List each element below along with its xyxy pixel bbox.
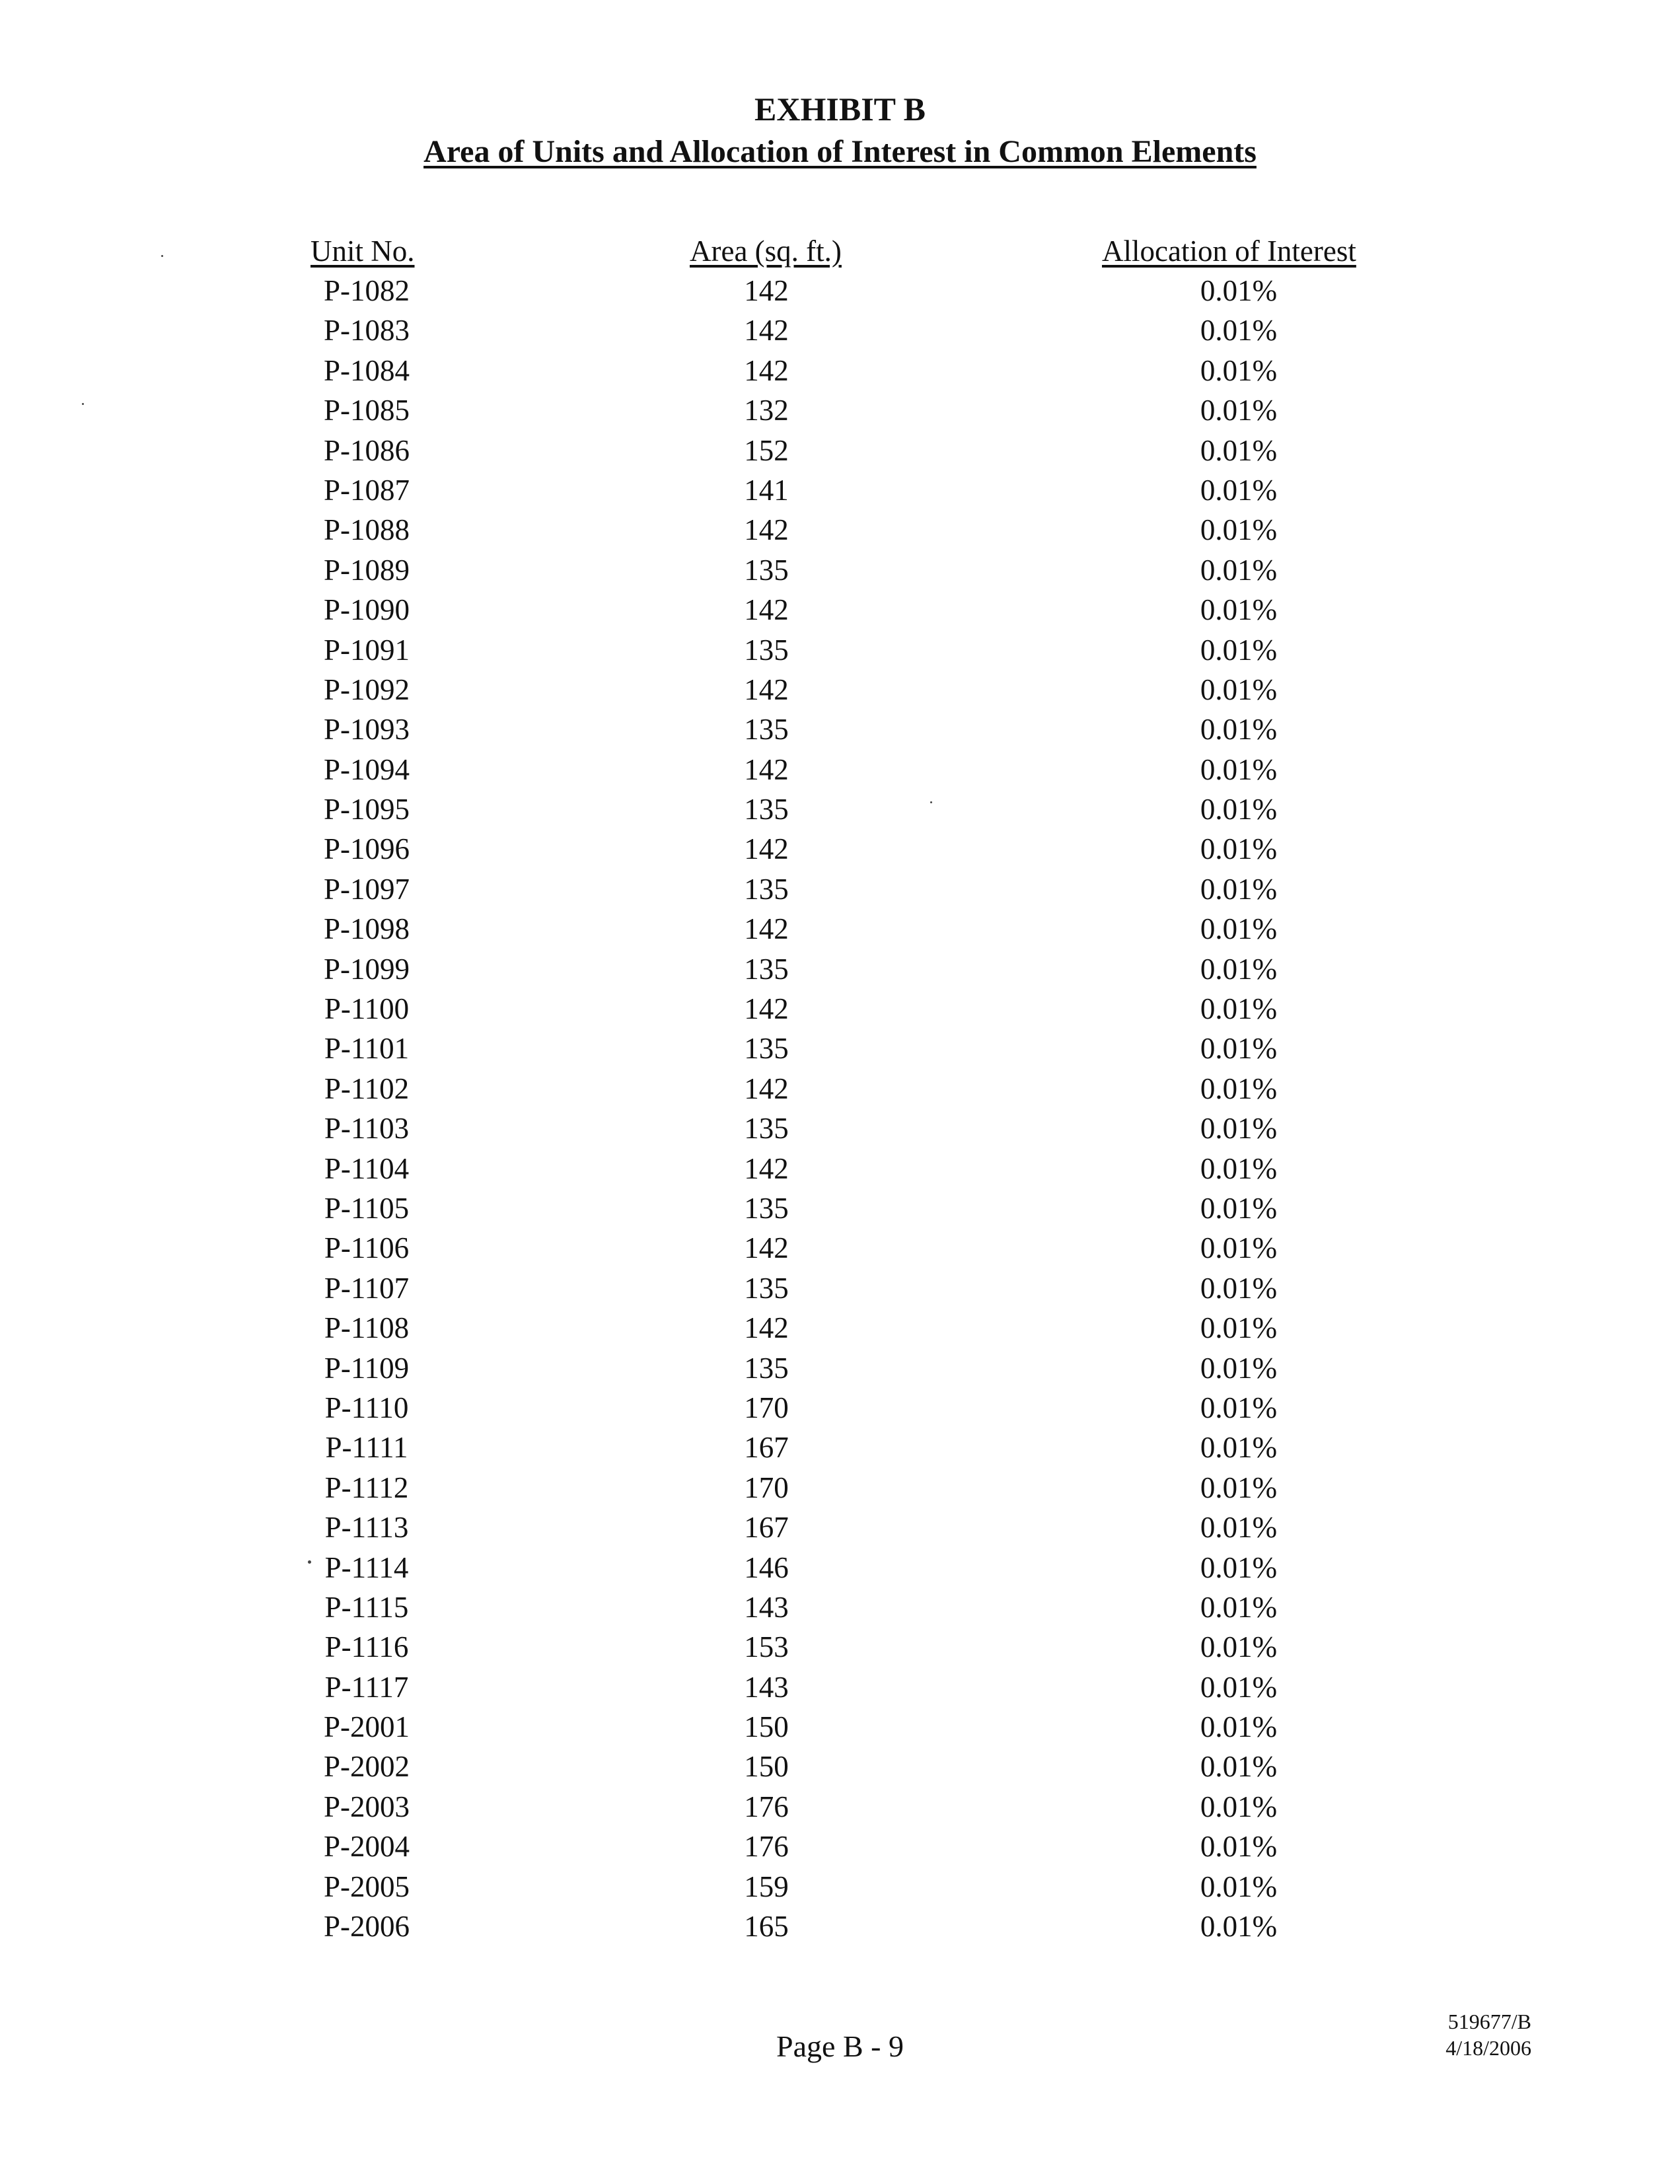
unit-cell: P-1102 — [324, 1072, 410, 1105]
allocation-cell: 0.01% — [1200, 473, 1278, 507]
allocation-cell: 0.01% — [1200, 1311, 1278, 1345]
column-header-unit: Unit No. — [310, 235, 415, 268]
area-cell: 167 — [744, 1431, 789, 1465]
area-cell: 159 — [744, 1870, 789, 1903]
allocation-cell: 0.01% — [1200, 433, 1278, 467]
allocation-cell: 0.01% — [1200, 1750, 1278, 1784]
unit-cell: P-1095 — [323, 793, 410, 826]
area-cell: 135 — [744, 952, 789, 986]
unit-cell: P-1094 — [323, 752, 410, 786]
area-cell: 142 — [744, 314, 789, 347]
table-row — [0, 431, 1680, 470]
area-cell: 135 — [744, 1191, 789, 1225]
allocation-cell: 0.01% — [1200, 1830, 1278, 1864]
unit-cell: P-2003 — [323, 1790, 410, 1823]
document-number: 519677/B — [1447, 2010, 1531, 2033]
area-cell: 152 — [744, 433, 789, 467]
area-cell: 150 — [744, 1750, 789, 1784]
allocation-cell: 0.01% — [1200, 1790, 1278, 1823]
table-row — [0, 869, 1680, 909]
allocation-cell: 0.01% — [1200, 353, 1278, 387]
area-cell: 150 — [744, 1710, 789, 1744]
area-cell: 142 — [744, 752, 789, 786]
unit-cell: P-1101 — [324, 1032, 410, 1066]
allocation-cell: 0.01% — [1200, 1391, 1278, 1424]
allocation-cell: 0.01% — [1200, 1151, 1278, 1185]
allocation-cell: 0.01% — [1200, 1231, 1278, 1265]
table-row — [0, 710, 1680, 749]
unit-cell: P-1116 — [324, 1630, 409, 1664]
table-row — [0, 1268, 1680, 1308]
unit-cell: P-1090 — [323, 593, 410, 627]
allocation-cell: 0.01% — [1200, 593, 1278, 627]
allocation-cell: 0.01% — [1200, 1191, 1278, 1225]
unit-cell: P-1114 — [324, 1550, 409, 1584]
allocation-cell: 0.01% — [1200, 1550, 1278, 1584]
allocation-cell: 0.01% — [1200, 1471, 1278, 1504]
unit-cell: P-1117 — [324, 1670, 409, 1704]
area-cell: 167 — [744, 1511, 789, 1545]
unit-cell: P-1083 — [323, 314, 410, 347]
unit-cell: P-1096 — [323, 832, 410, 866]
column-header-area: Area (sq. ft.) — [690, 235, 842, 268]
unit-cell: P-1086 — [323, 433, 410, 467]
table-row — [0, 1468, 1680, 1508]
table-row — [0, 390, 1680, 430]
table-row — [0, 1348, 1680, 1388]
unit-cell: P-1106 — [324, 1231, 410, 1265]
allocation-cell: 0.01% — [1200, 1870, 1278, 1903]
unit-cell: P-1100 — [324, 992, 410, 1026]
area-cell: 135 — [744, 1112, 789, 1146]
unit-cell: P-2005 — [323, 1870, 410, 1903]
table-row — [0, 1548, 1680, 1587]
area-cell: 142 — [744, 593, 789, 627]
area-cell: 135 — [744, 1032, 789, 1066]
table-row — [0, 1388, 1680, 1428]
allocation-cell: 0.01% — [1200, 1112, 1278, 1146]
allocation-cell: 0.01% — [1200, 832, 1278, 866]
table-row — [0, 510, 1680, 550]
table-row — [0, 1188, 1680, 1228]
table-row — [0, 1109, 1680, 1148]
table-row — [0, 1587, 1680, 1627]
area-cell: 142 — [744, 274, 789, 307]
area-cell: 176 — [744, 1790, 789, 1823]
area-cell: 142 — [744, 1072, 789, 1105]
unit-cell: P-1108 — [324, 1311, 410, 1345]
table-row — [0, 750, 1680, 789]
table-row — [0, 1707, 1680, 1747]
table-row — [0, 789, 1680, 829]
allocation-cell: 0.01% — [1200, 314, 1278, 347]
unit-cell: P-1088 — [323, 513, 410, 547]
table-row — [0, 909, 1680, 949]
table-row — [0, 1149, 1680, 1188]
area-cell: 142 — [744, 1231, 789, 1265]
table-row — [0, 1827, 1680, 1866]
allocation-cell: 0.01% — [1200, 274, 1278, 307]
allocation-cell: 0.01% — [1200, 394, 1278, 427]
document-reference — [1445, 2008, 1531, 2061]
area-cell: 132 — [744, 394, 789, 427]
unit-cell: P-1099 — [323, 952, 410, 986]
scan-speck — [161, 255, 163, 257]
area-cell: 142 — [744, 1311, 789, 1345]
unit-cell: P-1092 — [323, 673, 410, 706]
unit-cell: P-1098 — [323, 912, 410, 946]
table-row — [0, 630, 1680, 670]
allocation-cell: 0.01% — [1200, 553, 1278, 587]
allocation-cell: 0.01% — [1200, 1710, 1278, 1744]
unit-cell: P-1091 — [323, 633, 410, 667]
allocation-cell: 0.01% — [1200, 992, 1278, 1026]
area-cell: 135 — [744, 633, 789, 667]
unit-cell: P-1113 — [324, 1511, 409, 1545]
area-cell: 135 — [744, 793, 789, 826]
exhibit-title: EXHIBIT B — [754, 91, 926, 127]
allocation-cell: 0.01% — [1200, 673, 1278, 706]
document-date: 4/18/2006 — [1445, 2036, 1531, 2060]
unit-cell: P-1105 — [324, 1191, 410, 1225]
exhibit-subtitle: Area of Units and Allocation of Interest in Common Elements — [423, 134, 1257, 169]
unit-cell: P-2002 — [323, 1750, 410, 1784]
table-row — [0, 1867, 1680, 1907]
unit-cell: P-1115 — [324, 1590, 409, 1624]
table-row — [0, 1228, 1680, 1268]
area-cell: 146 — [744, 1550, 789, 1584]
scan-speck — [82, 403, 84, 405]
table-row — [0, 1029, 1680, 1068]
area-cell: 170 — [744, 1391, 789, 1424]
area-cell: 142 — [744, 513, 789, 547]
table-row — [0, 989, 1680, 1029]
area-cell: 135 — [744, 713, 789, 746]
unit-cell: P-2004 — [323, 1830, 410, 1864]
unit-cell: P-1107 — [324, 1271, 410, 1305]
scan-speck — [930, 801, 932, 803]
unit-cell: P-1087 — [323, 473, 410, 507]
table-row — [0, 1787, 1680, 1827]
unit-cell: P-1103 — [324, 1112, 410, 1146]
allocation-cell: 0.01% — [1200, 1431, 1278, 1465]
area-cell: 176 — [744, 1830, 789, 1864]
allocation-cell: 0.01% — [1200, 1630, 1278, 1664]
table-row — [0, 271, 1680, 310]
table-row — [0, 1308, 1680, 1348]
table-row — [0, 1069, 1680, 1109]
unit-cell: P-1109 — [324, 1351, 410, 1385]
unit-cell: P-1084 — [323, 353, 410, 387]
allocation-cell: 0.01% — [1200, 1910, 1278, 1944]
table-row — [0, 1428, 1680, 1467]
unit-cell: P-1082 — [323, 274, 410, 307]
area-cell: 143 — [744, 1590, 789, 1624]
area-cell: 135 — [744, 553, 789, 587]
table-row — [0, 550, 1680, 590]
table-row — [0, 670, 1680, 710]
column-header-allocation: Allocation of Interest — [1102, 235, 1356, 268]
unit-cell: P-1104 — [324, 1151, 410, 1185]
unit-cell: P-2006 — [323, 1910, 410, 1944]
area-cell: 142 — [744, 673, 789, 706]
unit-cell: P-2001 — [323, 1710, 410, 1744]
area-cell: 142 — [744, 992, 789, 1026]
allocation-cell: 0.01% — [1200, 1351, 1278, 1385]
unit-cell: P-1085 — [323, 394, 410, 427]
area-cell: 141 — [744, 473, 789, 507]
unit-cell: P-1110 — [324, 1391, 409, 1424]
area-cell: 142 — [744, 1151, 789, 1185]
area-cell: 165 — [744, 1910, 789, 1944]
allocation-cell: 0.01% — [1200, 1670, 1278, 1704]
allocation-cell: 0.01% — [1200, 793, 1278, 826]
allocation-cell: 0.01% — [1200, 912, 1278, 946]
table-row — [0, 470, 1680, 510]
table-row — [0, 1907, 1680, 1946]
area-cell: 135 — [744, 1271, 789, 1305]
area-cell: 142 — [744, 353, 789, 387]
table-row — [0, 829, 1680, 869]
scan-speck — [308, 1560, 311, 1564]
allocation-cell: 0.01% — [1200, 1511, 1278, 1545]
allocation-cell: 0.01% — [1200, 513, 1278, 547]
table-row — [0, 351, 1680, 390]
unit-cell: P-1112 — [324, 1471, 409, 1504]
allocation-cell: 0.01% — [1200, 872, 1278, 906]
area-cell: 142 — [744, 832, 789, 866]
table-row — [0, 590, 1680, 630]
table-row — [0, 1747, 1680, 1786]
area-cell: 170 — [744, 1471, 789, 1504]
units-table — [0, 271, 1680, 1946]
unit-cell: P-1097 — [323, 872, 410, 906]
table-row — [0, 1667, 1680, 1707]
table-row — [0, 1508, 1680, 1547]
page-number: Page B - 9 — [776, 2029, 904, 2063]
allocation-cell: 0.01% — [1200, 713, 1278, 746]
table-row — [0, 310, 1680, 350]
allocation-cell: 0.01% — [1200, 752, 1278, 786]
allocation-cell: 0.01% — [1200, 1271, 1278, 1305]
allocation-cell: 0.01% — [1200, 952, 1278, 986]
table-row — [0, 949, 1680, 989]
area-cell: 135 — [744, 872, 789, 906]
allocation-cell: 0.01% — [1200, 633, 1278, 667]
allocation-cell: 0.01% — [1200, 1032, 1278, 1066]
area-cell: 153 — [744, 1630, 789, 1664]
area-cell: 142 — [744, 912, 789, 946]
unit-cell: P-1111 — [325, 1431, 408, 1465]
allocation-cell: 0.01% — [1200, 1072, 1278, 1105]
table-row — [0, 1627, 1680, 1667]
area-cell: 143 — [744, 1670, 789, 1704]
unit-cell: P-1089 — [323, 553, 410, 587]
unit-cell: P-1093 — [323, 713, 410, 746]
area-cell: 135 — [744, 1351, 789, 1385]
allocation-cell: 0.01% — [1200, 1590, 1278, 1624]
